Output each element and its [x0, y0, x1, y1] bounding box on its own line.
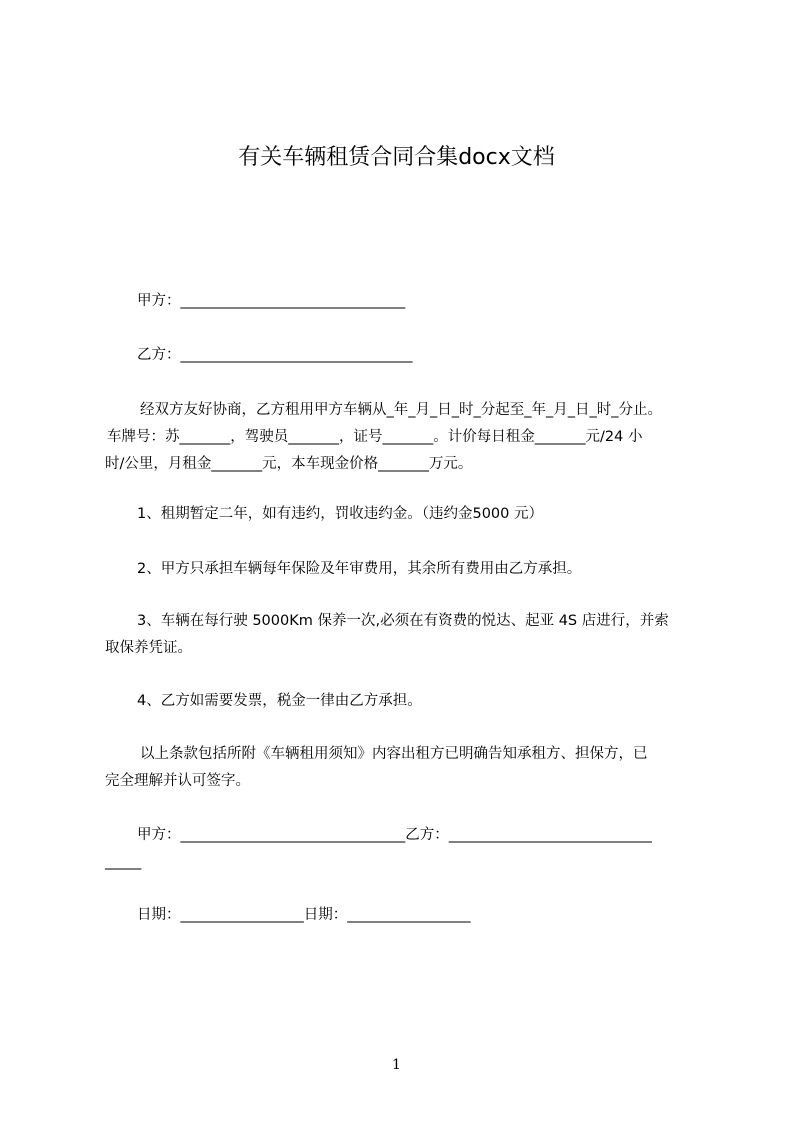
- closing-line-1: 以上条款包括所附《车辆租用须知》内容出租方已明确告知承租方、担保方，已: [140, 746, 648, 762]
- date-line: 日期：_________________日期：_________________: [137, 907, 471, 923]
- intro-line-1: 经双方友好协商，乙方租用甲方车辆从_年_月_日_时_分起至_年_月_日_时_分止。: [140, 402, 662, 418]
- signature-line-2: _____: [105, 854, 142, 870]
- clause-3-line-2: 取保养凭证。: [105, 640, 192, 656]
- clause-3-line-1: 3、车辆在每行驶 5000Km 保养一次,必须在有资费的悦达、起亚 4S 店进行，并索: [137, 613, 669, 629]
- signature-line-1: 甲方：_______________________________乙方：____________________________: [137, 827, 652, 843]
- party-b-line: 乙方：________________________________: [137, 347, 413, 363]
- intro-line-3: 时/公里，月租金_______元，本车现金价格_______万元。: [105, 456, 473, 472]
- closing-line-2: 完全理解并认可签字。: [105, 773, 250, 789]
- intro-line-2: 车牌号：苏_______，驾驶员_______，证号_______。计价每日租金_______元/24 小: [107, 429, 643, 445]
- clause-1: 1、租期暂定二年，如有违约，罚收违约金。（违约金5000 元）: [137, 506, 543, 522]
- page-number: 1: [392, 1057, 401, 1073]
- document-title: 有关车辆租赁合同合集docx文档: [238, 145, 555, 170]
- clause-4: 4、乙方如需要发票，税金一律由乙方承担。: [137, 693, 422, 709]
- clause-2: 2、甲方只承担车辆每年保险及年审费用，其余所有费用由乙方承担。: [137, 561, 582, 577]
- party-a-line: 甲方：_______________________________: [137, 293, 406, 309]
